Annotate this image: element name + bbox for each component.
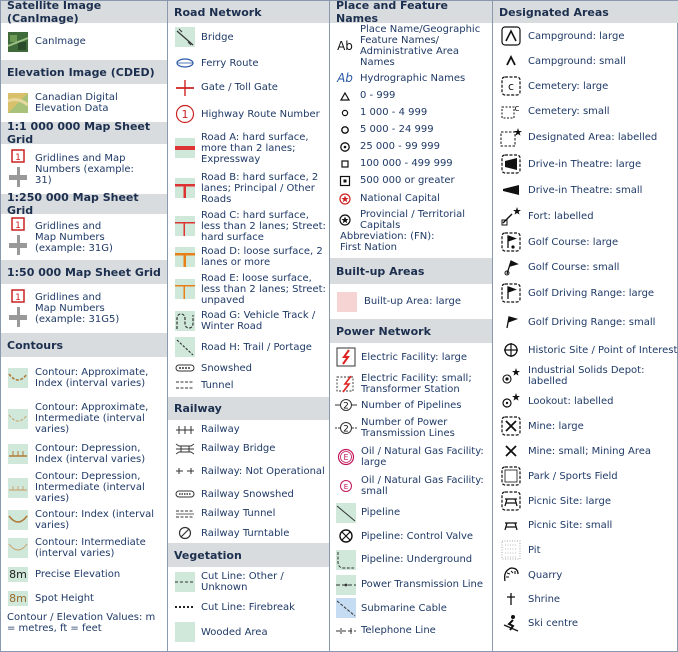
- legend-item-designated: [493, 537, 678, 563]
- legend-item-road: [168, 51, 329, 75]
- road-b-icon: [168, 178, 201, 198]
- railway-not-operational-icon: [168, 466, 201, 476]
- legend-item-designated: [493, 255, 678, 279]
- contour-depression-intermediate-icon: [1, 478, 35, 498]
- legend-item-road: [168, 128, 329, 168]
- legend-label: Number of Pipelines: [361, 399, 462, 411]
- legend-label: Campground: small: [528, 55, 626, 67]
- legend-item-power: [330, 442, 492, 472]
- contour-units-note: Contour / Elevation Values: m = metres, ft = feet: [7, 612, 156, 634]
- legend-item-designated: [493, 123, 678, 151]
- legend-item-contour: [1, 469, 167, 506]
- legend-item-contour: [1, 357, 167, 398]
- mine-large-icon: [493, 416, 528, 436]
- precise-elevation-icon: [1, 567, 35, 582]
- electric-facility-small-icon: [330, 375, 361, 393]
- legend-label: Contour: Intermediate (interval varies): [35, 537, 146, 559]
- legend-item-place: [330, 87, 492, 104]
- contour-intermediate-icon: [1, 538, 35, 558]
- cut-line-firebreak-icon: [168, 602, 201, 612]
- legend-label: Submarine Cable: [361, 602, 447, 614]
- small-circle-icon: [330, 108, 360, 118]
- legend-item-place: [330, 138, 492, 155]
- legend-label: Road E: loose surface, less than 2 lanes; Street: unpaved: [201, 272, 326, 306]
- map-grid-icon: [1, 149, 35, 189]
- section-title-built-up: Built-up Areas: [330, 258, 492, 284]
- legend-item-power: [330, 371, 492, 396]
- legend-item-designated: [493, 279, 678, 307]
- legend-label: Picnic Site: small: [528, 519, 613, 531]
- legend-item-vegetation: [168, 617, 329, 647]
- legend-item-place: [330, 23, 492, 69]
- legend-label: Gridlines and Map Numbers (example: 31): [35, 152, 134, 186]
- road-d-icon: [168, 247, 201, 267]
- legend-label: Provincial / Territorial Capitals: [360, 208, 466, 231]
- map-grid-icon: [1, 217, 35, 257]
- legend-item-power: [330, 343, 492, 371]
- legend-label: Mine: large: [528, 420, 584, 432]
- campground-large-icon: [493, 26, 528, 46]
- legend-item-designated: [493, 413, 678, 439]
- golf-driving-range-large-icon: [493, 283, 528, 303]
- legend-label: Road A: hard surface, more than 2 lanes; Expressway: [201, 131, 309, 165]
- legend-label: 25 000 - 99 999: [360, 141, 440, 152]
- electric-facility-large-icon: [330, 347, 361, 367]
- oil-gas-letter: E: [342, 453, 349, 462]
- drive-in-theatre-small-icon: [493, 184, 528, 196]
- legend-label: 0 - 999: [360, 90, 396, 101]
- legend-item-place: [330, 208, 492, 231]
- legend-label: Hydrographic Names: [360, 72, 466, 84]
- legend-label: Built-up Area: large: [364, 296, 462, 307]
- legend-item-designated: [493, 587, 678, 611]
- number-of-transmission-lines-icon: [330, 421, 361, 435]
- legend-item-power: [330, 597, 492, 619]
- svg-text:1: 1: [15, 153, 21, 163]
- cemetery-large-icon: [493, 76, 528, 96]
- section-title-grid-50k: 1:50 000 Map Sheet Grid: [1, 260, 167, 284]
- legend-label: Ski centre: [528, 617, 579, 629]
- legend-item-road: [168, 376, 329, 394]
- legend-label: Bridge: [201, 31, 234, 43]
- legend-label: Road B: hard surface, 2 lanes; Principal / Other Roads: [201, 171, 319, 205]
- legend-label: Pipeline: Control Valve: [361, 530, 474, 542]
- elevation-value: 8m: [9, 567, 27, 581]
- legend-item-canimage: [1, 23, 167, 60]
- legend-item-railway: [168, 420, 329, 439]
- legend-item-designated: [493, 99, 678, 123]
- oil-gas-facility-large-icon: [330, 448, 361, 466]
- legend-item-road: [168, 75, 329, 100]
- power-transmission-line-icon: [330, 575, 361, 595]
- section-title-satellite: Satellite Image (CanImage): [1, 1, 167, 23]
- legend-item-railway: [168, 523, 329, 543]
- legend-label: 5 000 - 24 999: [360, 124, 434, 135]
- svg-text:1: 1: [15, 221, 21, 231]
- legend-item-power: [330, 547, 492, 572]
- legend-label: 500 000 or greater: [360, 175, 455, 186]
- bridge-icon: [168, 27, 201, 47]
- legend-label: Electric Facility: large: [361, 351, 468, 363]
- legend-label: Road C: hard surface, less than 2 lanes; Street: hard surface: [201, 209, 326, 243]
- legend-label: Quarry: [528, 569, 563, 581]
- section-title-contours: Contours: [1, 333, 167, 357]
- industrial-solids-depot-icon: [493, 367, 528, 385]
- legend-item-railway: [168, 504, 329, 523]
- legend-label: 100 000 - 499 999: [360, 158, 453, 169]
- number-of-pipelines-icon: [330, 398, 361, 412]
- pipeline-icon: [330, 503, 361, 523]
- road-a-icon: [168, 138, 201, 158]
- legend-label: Railway Snowshed: [201, 488, 294, 500]
- mine-small-icon: [493, 444, 528, 458]
- legend-item-road: [168, 23, 329, 51]
- legend-label: Fort: labelled: [528, 210, 594, 222]
- built-up-area-icon: [330, 292, 364, 312]
- section-title-place-names: Place and Feature Names: [330, 1, 492, 23]
- legend-label: Golf Driving Range: small: [528, 316, 656, 328]
- legend-item-grid-1m: [1, 144, 167, 194]
- quarry-icon: [493, 565, 528, 585]
- legend-item-power: [330, 414, 492, 442]
- svg-text:1: 1: [15, 292, 21, 303]
- hydrographic-name-icon: [330, 71, 360, 85]
- railway-tunnel-icon: [168, 509, 201, 519]
- abbreviation-note: Abbreviation: (FN): First Nation: [340, 231, 435, 253]
- legend-item-place: [330, 189, 492, 208]
- section-title-power: Power Network: [330, 319, 492, 343]
- section-title-designated-areas: Designated Areas: [493, 1, 678, 23]
- legend-item-power: [330, 572, 492, 597]
- large-square-icon: [330, 175, 360, 187]
- ferry-route-icon: [168, 57, 201, 69]
- national-capital-icon: [330, 193, 360, 205]
- legend-label: Shrine: [528, 593, 561, 605]
- park-sports-field-icon: [493, 466, 528, 486]
- section-title-grid-250k: 1:250 000 Map Sheet Grid: [1, 194, 167, 214]
- legend-item-designated: [493, 23, 678, 49]
- legend-label: Picnic Site: large: [528, 495, 611, 507]
- legend-label: Contour: Approximate, Index (interval varies): [35, 366, 149, 389]
- legend-label: 1 000 - 4 999: [360, 107, 428, 118]
- contour-approx-intermediate-icon: [1, 409, 35, 429]
- tunnel-icon: [168, 380, 201, 390]
- railway-icon: [168, 425, 201, 435]
- legend-label: Snowshed: [201, 362, 253, 374]
- legend-item-designated: [493, 513, 678, 537]
- legend-item-designated: [493, 73, 678, 99]
- place-name-icon: [330, 39, 360, 53]
- highway-number-text: 1: [181, 108, 188, 121]
- dotted-circle-icon: [330, 141, 360, 153]
- legend-label: Railway Turntable: [201, 527, 290, 539]
- legend-label: Mine: small; Mining Area: [528, 445, 652, 457]
- legend-label: Golf Course: small: [528, 261, 620, 273]
- legend-label: Contour: Depression, Index (interval varies): [35, 443, 146, 465]
- legend-label: Wooded Area: [201, 626, 268, 638]
- railway-snowshed-icon: [168, 489, 201, 499]
- legend-item-elevation: [1, 586, 167, 610]
- submarine-cable-icon: [330, 598, 361, 618]
- legend-item-designated: [493, 363, 678, 389]
- legend-label: Telephone Line: [361, 624, 436, 636]
- legend-item-contour: [1, 439, 167, 469]
- cemetery-letter: c: [507, 80, 514, 93]
- legend-label: National Capital: [360, 193, 440, 204]
- campground-small-icon: [493, 55, 528, 67]
- legend-label: Golf Course: large: [528, 236, 619, 248]
- circle-icon: [330, 125, 360, 135]
- historic-site-icon: [493, 342, 528, 358]
- legend-label: Cemetery: small: [528, 105, 610, 117]
- legend-label: Railway: [201, 424, 240, 435]
- legend-item-power: [330, 396, 492, 414]
- legend-item-contour: [1, 506, 167, 534]
- contour-depression-index-icon: [1, 444, 35, 464]
- legend-item-road: [168, 168, 329, 208]
- legend-label: Designated Area: labelled: [528, 131, 658, 143]
- trail-icon: [168, 337, 201, 357]
- legend-item-place: [330, 155, 492, 172]
- fort-icon: [493, 206, 528, 226]
- section-title-road-network: Road Network: [168, 1, 329, 23]
- legend-item-road: [168, 360, 329, 376]
- legend-label: Historic Site / Point of Interest: [528, 344, 678, 356]
- section-title-grid-1m: 1:1 000 000 Map Sheet Grid: [1, 122, 167, 144]
- elevation-image-icon: [1, 93, 35, 113]
- legend-label: Power Transmission Line: [361, 579, 484, 590]
- road-c-icon: [168, 216, 201, 236]
- gate-icon: [168, 78, 201, 98]
- legend-item-designated: [493, 611, 678, 635]
- provincial-capital-icon: [330, 214, 360, 226]
- legend-label: Tunnel: [201, 379, 234, 391]
- legend-label: Electric Facility: small; Transformer Station: [361, 372, 472, 395]
- legend-item-designated: [493, 563, 678, 587]
- legend-item-designated: [493, 177, 678, 203]
- legend-item-elevation: [1, 562, 167, 586]
- legend-item-cded: [1, 84, 167, 122]
- square-icon: [330, 159, 360, 169]
- legend-label: Oil / Natural Gas Facility: small: [361, 475, 484, 497]
- legend-item-road: [168, 100, 329, 128]
- legend-item-place: [330, 121, 492, 138]
- legend-item-road: [168, 334, 329, 360]
- spot-height-icon: [1, 591, 35, 606]
- pit-icon: [493, 540, 528, 560]
- golf-course-large-icon: [493, 232, 528, 252]
- legend-label: Road H: Trail / Portage: [201, 341, 312, 353]
- pipeline-underground-icon: [330, 550, 361, 570]
- legend-label: Golf Driving Range: large: [528, 287, 655, 299]
- satellite-image-icon: [1, 32, 35, 52]
- legend-label: Drive-in Theatre: small: [528, 184, 643, 196]
- legend-label: Cut Line: Firebreak: [201, 601, 295, 613]
- legend-item-vegetation: [168, 567, 329, 597]
- legend-item-designated: [493, 389, 678, 413]
- legend-label: Oil / Natural Gas Facility: large: [361, 446, 484, 468]
- legend-column-2: [168, 1, 330, 652]
- legend-label: Highway Route Number: [201, 108, 320, 120]
- legend-item-power: [330, 525, 492, 547]
- legend-label: Park / Sports Field: [528, 470, 618, 482]
- vehicle-track-icon: [168, 311, 201, 331]
- designated-area-icon: [493, 127, 528, 147]
- legend-column-1: [1, 1, 168, 652]
- legend-label: Campground: large: [528, 30, 625, 42]
- legend-item-railway: [168, 484, 329, 504]
- legend-label: Spot Height: [35, 592, 94, 604]
- legend-item-designated: [493, 489, 678, 513]
- road-e-icon: [168, 279, 201, 299]
- legend-item-built-up: [330, 284, 492, 319]
- legend-item-power: [330, 619, 492, 641]
- legend-label: Railway Bridge: [201, 443, 276, 454]
- legend-item-designated: [493, 229, 678, 255]
- cemetery-small-icon: [493, 102, 528, 120]
- legend-label: Pipeline: Underground: [361, 554, 473, 565]
- legend-label: Place Name/Geographic Feature Names/ Administrative Area Names: [360, 24, 481, 68]
- legend-item-vegetation: [168, 597, 329, 617]
- telephone-line-icon: [330, 625, 361, 635]
- legend-label: Contour: Index (interval varies): [35, 509, 155, 531]
- legend-label: Industrial Solids Depot: labelled: [528, 365, 645, 387]
- elevation-value: 8m: [9, 591, 27, 605]
- lookout-icon: [493, 392, 528, 410]
- wooded-area-icon: [168, 622, 201, 642]
- picnic-site-small-icon: [493, 519, 528, 531]
- legend-label: Number of Power Transmission Lines: [361, 417, 455, 439]
- legend-label: Gridlines and Map Numbers (example: 31G5): [35, 292, 120, 325]
- map-grid-icon: [1, 289, 35, 329]
- legend-item-road: [168, 208, 329, 244]
- place-name-sample: Ab: [337, 39, 353, 53]
- section-title-elevation: Elevation Image (CDED): [1, 60, 167, 84]
- railway-bridge-icon: [168, 443, 201, 455]
- section-title-railway: Railway: [168, 397, 329, 420]
- legend-item-designated: [493, 307, 678, 337]
- legend-label: Road G: Vehicle Track / Winter Road: [201, 310, 316, 332]
- legend-item-road: [168, 308, 329, 334]
- legend-label: Lookout: labelled: [528, 395, 614, 407]
- legend-label: Road D: loose surface, 2 lanes or more: [201, 246, 323, 268]
- legend-column-3: [330, 1, 493, 652]
- legend-label: Cemetery: large: [528, 80, 609, 92]
- legend-label: Pit: [528, 544, 541, 556]
- legend-label: Contour: Depression, Intermediate (interval varies): [35, 471, 145, 504]
- legend-item-place: [330, 104, 492, 121]
- railway-turntable-icon: [168, 526, 201, 540]
- legend-item-grid-50k: [1, 284, 167, 333]
- legend-item-designated: [493, 439, 678, 463]
- oil-gas-facility-small-icon: [330, 478, 361, 494]
- pipeline-control-valve-icon: [330, 528, 361, 544]
- legend-label: CanImage: [35, 36, 86, 47]
- shrine-icon: [493, 592, 528, 606]
- cemetery-letter: c: [514, 104, 519, 114]
- legend-item-designated: [493, 463, 678, 489]
- legend-item-contour: [1, 398, 167, 439]
- legend-label: Cut Line: Other / Unknown: [201, 571, 284, 593]
- snowshed-icon: [168, 363, 201, 373]
- legend-label: Gridlines and Map Numbers (example: 31G): [35, 220, 113, 254]
- legend-item-place: [330, 69, 492, 87]
- legend-label: Canadian Digital Elevation Data: [35, 92, 118, 114]
- picnic-site-large-icon: [493, 491, 528, 511]
- contour-approx-index-icon: [1, 368, 35, 388]
- legend-item-railway: [168, 439, 329, 458]
- hydrographic-name-sample: Ab: [337, 71, 353, 85]
- legend-item-grid-250k: [1, 214, 167, 260]
- golf-course-small-icon: [493, 258, 528, 276]
- drive-in-theatre-large-icon: [493, 154, 528, 174]
- legend-item-designated: [493, 151, 678, 177]
- legend-label: Railway Tunnel: [201, 508, 276, 519]
- legend-label: Precise Elevation: [35, 568, 121, 580]
- highway-route-number-icon: [168, 104, 201, 124]
- line-count-text: 2: [342, 424, 349, 435]
- legend-label: Ferry Route: [201, 57, 259, 69]
- legend-item-designated: [493, 203, 678, 229]
- legend-item-designated: [493, 337, 678, 363]
- legend-label: Drive-in Theatre: large: [528, 158, 642, 170]
- legend-item-power: [330, 472, 492, 500]
- legend-label: Pipeline: [361, 507, 401, 518]
- legend-item-contour: [1, 534, 167, 562]
- triangle-icon: [330, 91, 360, 101]
- legend-label: Railway: Not Operational: [201, 465, 325, 477]
- oil-gas-letter: E: [343, 483, 348, 491]
- section-title-vegetation: Vegetation: [168, 543, 329, 567]
- legend-item-railway: [168, 458, 329, 484]
- legend-label: Contour: Approximate, Intermediate (interval varies): [35, 402, 149, 435]
- pipeline-count-text: 2: [342, 401, 349, 412]
- legend-column-4: [493, 1, 678, 652]
- legend-label: Gate / Toll Gate: [201, 82, 278, 93]
- cut-line-other-icon: [168, 572, 201, 592]
- legend-item-place: [330, 172, 492, 189]
- legend-item-road: [168, 270, 329, 308]
- contour-index-icon: [1, 510, 35, 530]
- ski-centre-icon: [493, 614, 528, 632]
- legend-item-road: [168, 244, 329, 270]
- legend-item-designated: [493, 49, 678, 73]
- legend-item-power: [330, 500, 492, 525]
- golf-driving-range-small-icon: [493, 315, 528, 329]
